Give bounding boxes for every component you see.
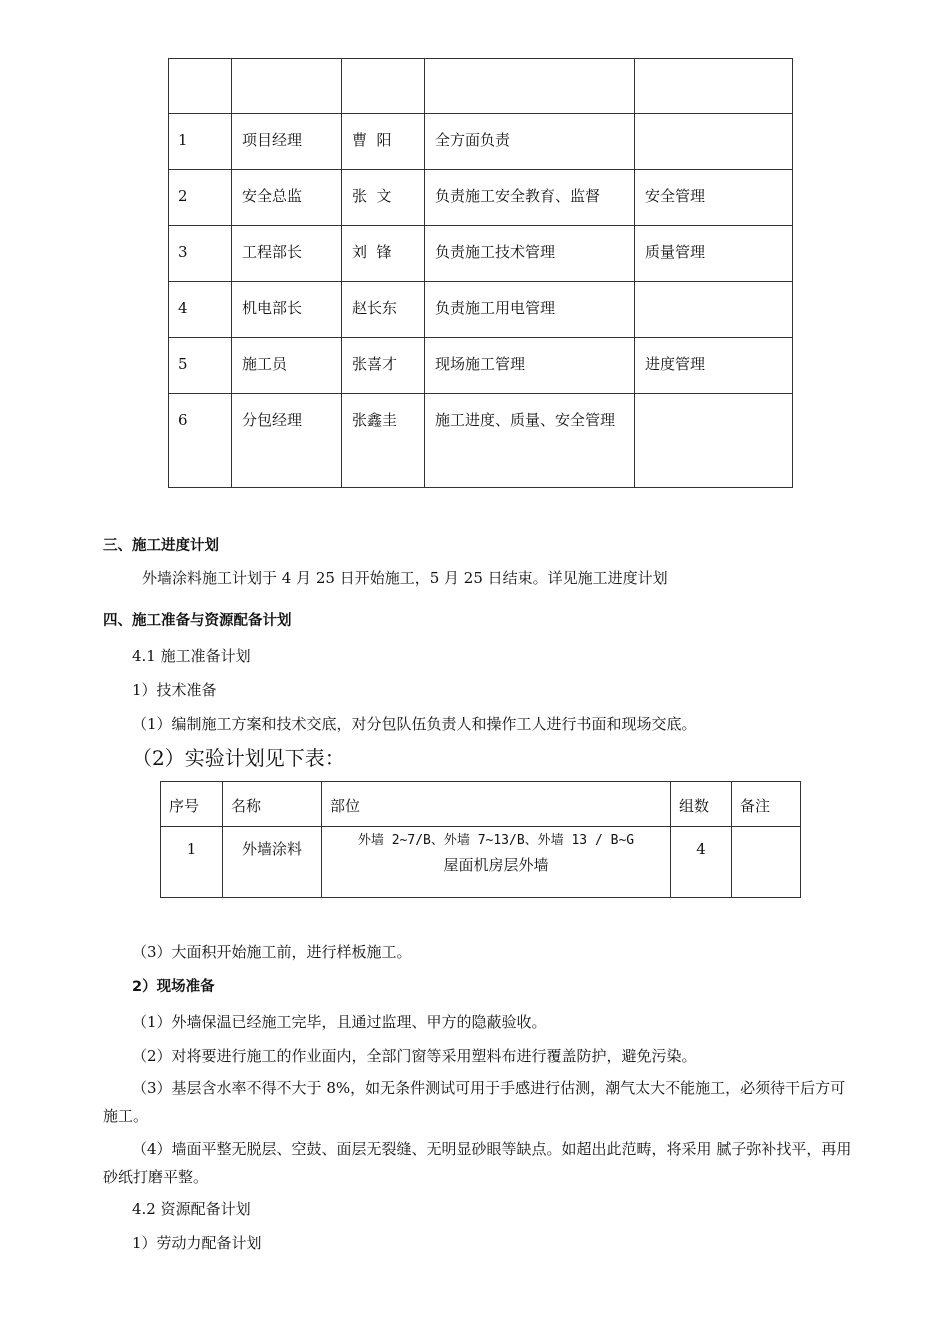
name-cell: 张鑫圭 bbox=[342, 394, 425, 488]
technical-prep-label: 1）技术准备 bbox=[132, 681, 217, 699]
table-cell bbox=[635, 59, 793, 114]
staff-table-header-row bbox=[169, 59, 793, 114]
row-number: 3 bbox=[169, 226, 232, 282]
group-count-cell: 4 bbox=[671, 827, 732, 898]
duty-cell: 负责施工用电管理 bbox=[425, 282, 635, 338]
tech-prep-item-2: （2）实验计划见下表： bbox=[132, 746, 345, 770]
section-3-body: 外墙涂料施工计划于 4 月 25 日开始施工，5 月 25 日结束。详见施工进度计划 bbox=[142, 569, 668, 587]
part-line-2: 屋面机房层外墙 bbox=[443, 856, 549, 874]
row-number: 4 bbox=[169, 282, 232, 338]
subsection-4-2: 4.2 资源配备计划 bbox=[132, 1200, 251, 1218]
table-row bbox=[169, 394, 793, 488]
duty-cell: 现场施工管理 bbox=[425, 338, 635, 394]
tech-prep-item-3: （3）大面积开始施工前，进行样板施工。 bbox=[132, 943, 412, 961]
labor-plan-label: 1）劳动力配备计划 bbox=[132, 1234, 262, 1252]
role-cell: 项目经理 bbox=[232, 114, 342, 170]
row-number: 1 bbox=[169, 114, 232, 170]
duty-cell: 施工进度、质量、安全管理 bbox=[425, 394, 635, 488]
note-cell: 质量管理 bbox=[635, 226, 793, 282]
name-cell: 张喜才 bbox=[342, 338, 425, 394]
site-prep-item-2: （2）对将要进行施工的作业面内，全部门窗等采用塑料布进行覆盖防护，避免污染。 bbox=[132, 1047, 697, 1065]
row-number: 5 bbox=[169, 338, 232, 394]
table-cell bbox=[232, 59, 342, 114]
note-cell bbox=[635, 282, 793, 338]
column-header: 组数 bbox=[671, 782, 732, 827]
name-cell: 张 文 bbox=[342, 170, 425, 226]
row-number: 2 bbox=[169, 170, 232, 226]
note-cell bbox=[635, 114, 793, 170]
site-prep-item-4: （4）墙面平整无脱层、空鼓、面层无裂缝、无明显砂眼等缺点。如超出此范畴，将采用 腻子弥补找平，再用砂纸打磨平整。 bbox=[103, 1140, 852, 1186]
table-row bbox=[169, 282, 793, 338]
table-row bbox=[169, 170, 793, 226]
row-number: 6 bbox=[169, 394, 232, 488]
table-cell bbox=[169, 59, 232, 114]
duty-cell: 全方面负责 bbox=[425, 114, 635, 170]
role-cell: 机电部长 bbox=[232, 282, 342, 338]
name-cell: 刘 锋 bbox=[342, 226, 425, 282]
note-cell bbox=[732, 827, 801, 898]
column-header: 名称 bbox=[223, 782, 322, 827]
site-prep-item-3: （3）基层含水率不得不大于 8%，如无条件测试可用于手感进行估测，潮气太大不能施工，必须待干后方可施工。 bbox=[103, 1079, 846, 1125]
duty-cell: 负责施工技术管理 bbox=[425, 226, 635, 282]
duty-cell: 负责施工安全教育、监督 bbox=[425, 170, 635, 226]
table-cell bbox=[342, 59, 425, 114]
section-4-heading: 四、施工准备与资源配备计划 bbox=[103, 613, 292, 629]
part-cell bbox=[322, 827, 671, 898]
column-header: 序号 bbox=[161, 782, 223, 827]
column-header: 部位 bbox=[322, 782, 671, 827]
table-row bbox=[169, 114, 793, 170]
table-cell bbox=[425, 59, 635, 114]
note-cell: 安全管理 bbox=[635, 170, 793, 226]
role-cell: 分包经理 bbox=[232, 394, 342, 488]
role-cell: 工程部长 bbox=[232, 226, 342, 282]
site-prep-label: 2）现场准备 bbox=[132, 979, 215, 995]
role-cell: 施工员 bbox=[232, 338, 342, 394]
test-plan-table bbox=[160, 781, 801, 898]
table-header-row bbox=[161, 782, 801, 827]
material-name-cell: 外墙涂料 bbox=[223, 827, 322, 898]
tech-prep-item-1: （1）编制施工方案和技术交底，对分包队伍负责人和操作工人进行书面和现场交底。 bbox=[132, 715, 697, 733]
subsection-4-1: 4.1 施工准备计划 bbox=[132, 647, 251, 665]
site-prep-item-1: （1）外墙保温已经施工完毕，且通过监理、甲方的隐蔽验收。 bbox=[132, 1013, 547, 1031]
table-row bbox=[169, 338, 793, 394]
name-cell: 曹 阳 bbox=[342, 114, 425, 170]
role-cell: 安全总监 bbox=[232, 170, 342, 226]
table-row bbox=[169, 226, 793, 282]
staff-table bbox=[168, 58, 793, 488]
row-number: 1 bbox=[161, 827, 223, 898]
column-header: 备注 bbox=[732, 782, 801, 827]
note-cell bbox=[635, 394, 793, 488]
note-cell: 进度管理 bbox=[635, 338, 793, 394]
table-row bbox=[161, 827, 801, 898]
name-cell: 赵长东 bbox=[342, 282, 425, 338]
part-line-1: 外墙 2~7/B、外墙 7~13/B、外墙 13 / B~G bbox=[357, 833, 635, 848]
section-3-heading: 三、施工进度计划 bbox=[103, 538, 219, 554]
